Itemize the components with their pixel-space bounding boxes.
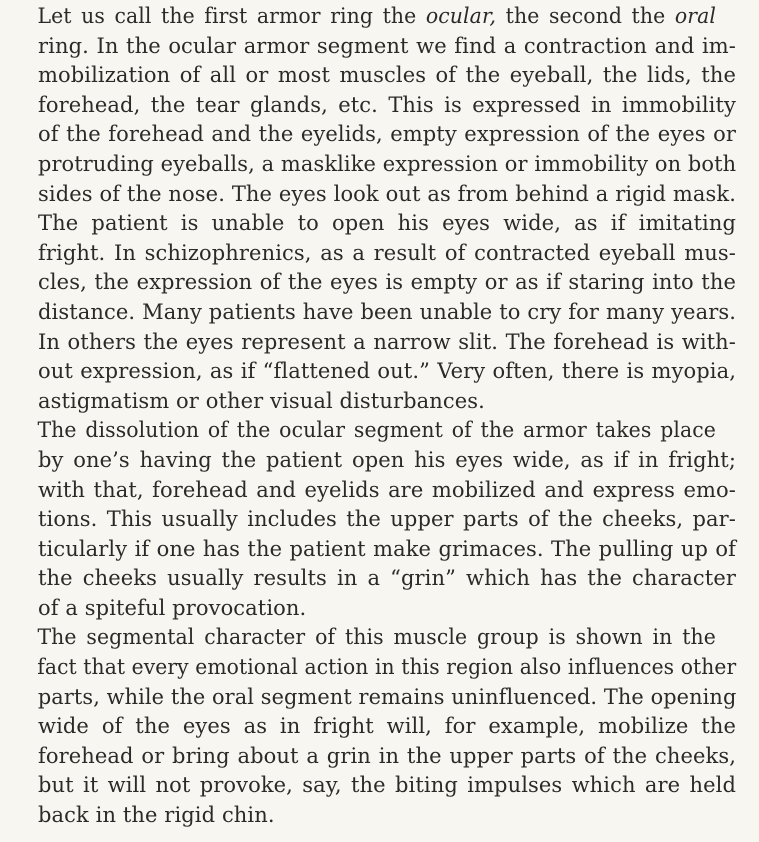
text-line xyxy=(18,712,736,742)
text-run: Let us call the first armor ring the xyxy=(37,4,426,28)
text-run: forehead, the tear glands, etc. This is expressed in immobility xyxy=(38,92,736,117)
text-line xyxy=(18,239,736,269)
text-run: In others the eyes represent a narrow slit. The forehead is with- xyxy=(38,329,736,354)
text-run: by one’s having the patient open his eyes wide, as if in fright; xyxy=(38,447,736,472)
text-line xyxy=(18,328,736,358)
paragraph-2 xyxy=(18,416,736,623)
text-line xyxy=(18,2,716,32)
text-line xyxy=(18,32,736,62)
text-run: ring. In the ocular armor segment we find a contraction and im- xyxy=(38,33,736,58)
italic-term: ocular, xyxy=(425,4,497,28)
text-run: back in the rigid chin. xyxy=(38,803,275,828)
text-line xyxy=(18,120,736,150)
paragraph-3 xyxy=(18,623,736,830)
text-line xyxy=(18,387,736,417)
text-line xyxy=(18,505,736,535)
text-line xyxy=(18,476,736,506)
text-run: protruding eyeballs, a masklike expression or immobility on both xyxy=(37,151,737,176)
paragraph-1 xyxy=(18,2,736,416)
text-line xyxy=(18,180,736,210)
text-run: wide of the eyes as in fright will, for example, mobilize the xyxy=(38,714,736,739)
text-line xyxy=(18,564,736,594)
text-line xyxy=(18,683,737,713)
text-run: forehead or bring about a grin in the upper parts of the cheeks, xyxy=(38,743,736,768)
text-line xyxy=(18,446,736,476)
text-line xyxy=(18,91,736,121)
text-run: mobilization of all or most muscles of the eyeball, the lids, the xyxy=(38,63,736,88)
text-line xyxy=(18,742,736,772)
text-run: The patient is unable to open his eyes wide, as if imitating xyxy=(38,211,736,236)
text-line xyxy=(18,268,736,298)
text-line xyxy=(18,535,736,565)
text-run: the cheeks usually results in a “grin” which has the character xyxy=(38,566,736,591)
text-line xyxy=(18,61,736,91)
text-run: with that, forehead and eyelids are mobilized and express emo- xyxy=(38,477,736,502)
text-run: sides of the nose. The eyes look out as from behind a rigid mask. xyxy=(38,181,736,206)
italic-term: oral xyxy=(674,4,716,28)
text-line xyxy=(18,357,736,387)
text-line xyxy=(18,150,737,180)
text-line xyxy=(18,209,736,239)
text-run: fact that every emotional action in this region also influences other xyxy=(37,655,737,680)
text-line xyxy=(18,594,736,624)
text-run: but it will not provoke, say, the biting impulses which are held xyxy=(38,773,736,798)
text-run: fright. In schizophrenics, as a result of contracted eyeball mus- xyxy=(38,240,736,265)
text-line xyxy=(18,416,716,446)
text-run: astigmatism or other visual disturbances. xyxy=(38,388,485,413)
text-run: parts, while the oral segment remains uninfluenced. The opening xyxy=(37,684,737,709)
text-line xyxy=(18,653,737,683)
text-run: the second the xyxy=(496,4,675,28)
text-run: The dissolution of the ocular segment of the armor takes place xyxy=(37,418,716,443)
text-run: of the forehead and the eyelids, empty expression of the eyes or xyxy=(38,122,736,147)
text-line xyxy=(18,771,736,801)
text-run: distance. Many patients have been unable to cry for many years. xyxy=(38,299,736,324)
document-page xyxy=(18,2,736,831)
text-run: out expression, as if “flattened out.” Very often, there is myopia, xyxy=(38,359,736,384)
text-run: The segmental character of this muscle group is shown in the xyxy=(37,625,716,650)
text-run: of a spiteful provocation. xyxy=(38,595,307,620)
text-run: tions. This usually includes the upper parts of the cheeks, par- xyxy=(38,507,736,532)
text-line xyxy=(18,801,736,831)
text-line xyxy=(18,623,716,653)
text-line xyxy=(18,298,736,328)
text-run: cles, the expression of the eyes is empty or as if staring into the xyxy=(38,270,736,295)
text-run: ticularly if one has the patient make grimaces. The pulling up of xyxy=(38,536,736,561)
text-body xyxy=(18,2,736,831)
